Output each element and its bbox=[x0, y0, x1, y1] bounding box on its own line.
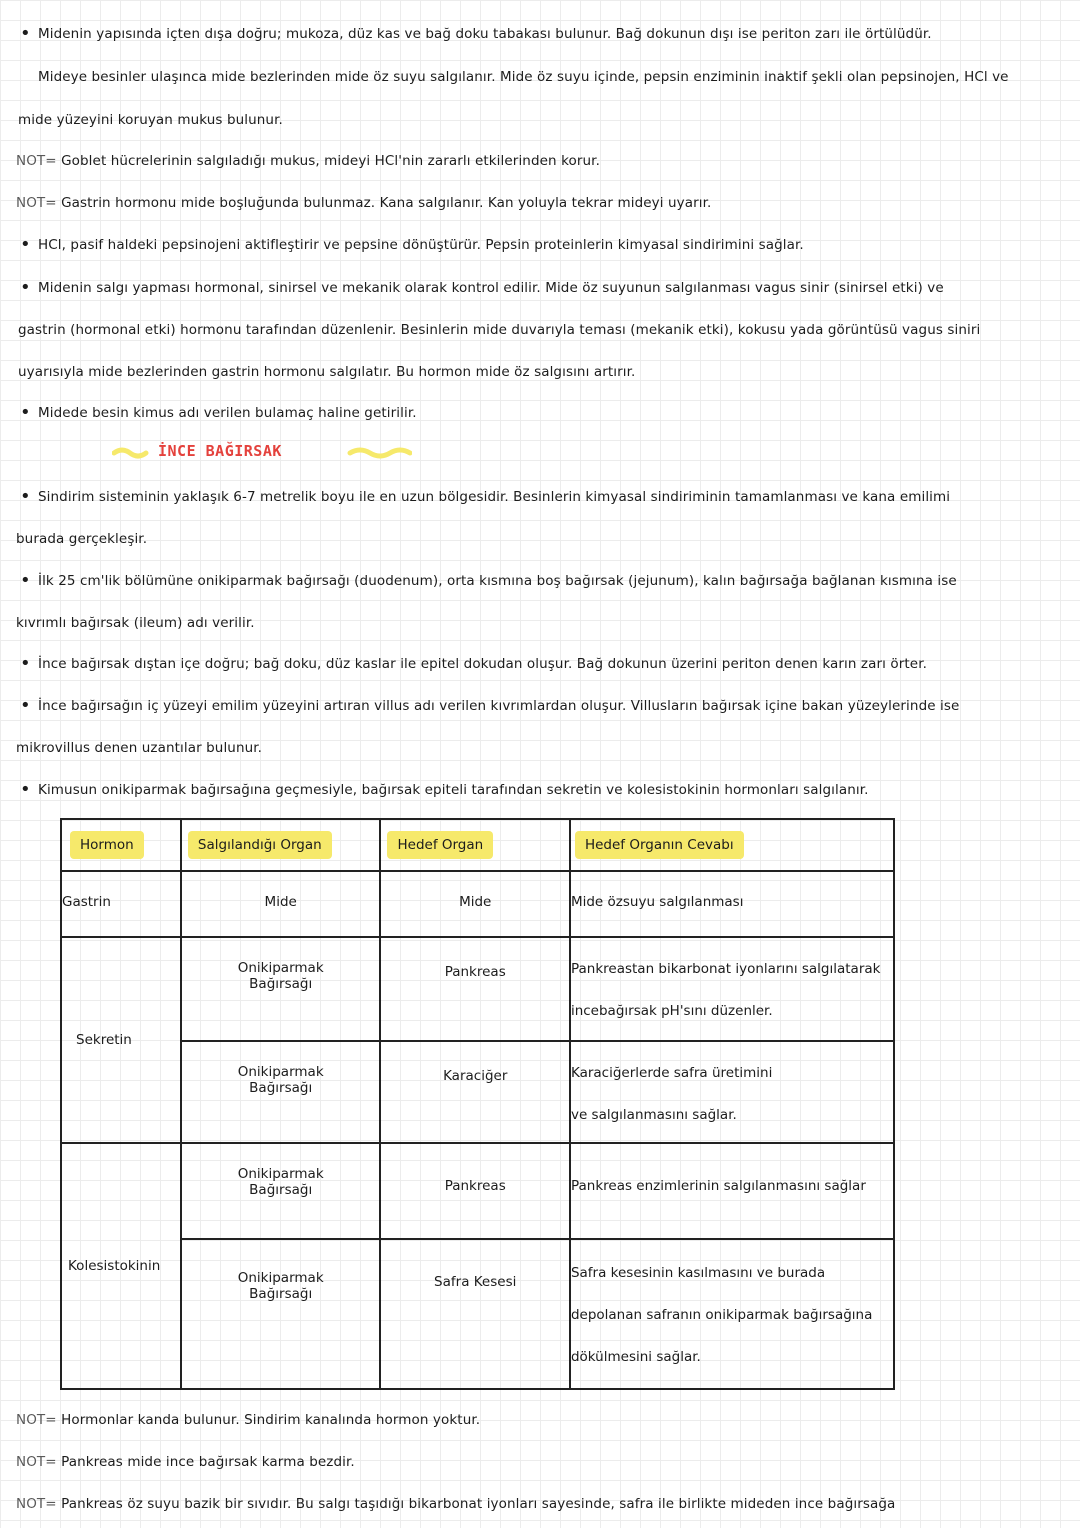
note-label: NOT= bbox=[16, 1412, 57, 1428]
chyme-text: • Midede besin kimus adı verilen bulamaç haline getirilir. bbox=[38, 405, 417, 421]
intestine-length-text-cont: burada gerçekleşir. bbox=[16, 531, 148, 547]
cell-hormone: Gastrin bbox=[61, 871, 181, 937]
section-title: İNCE BAĞIRSAK bbox=[158, 442, 282, 460]
note-pancreas-mixed bbox=[16, 1454, 355, 1470]
note-label: NOT= bbox=[16, 195, 57, 211]
intestine-layers-text: • İnce bağırsak dıştan içe doğru; bağ doku, düz kaslar ile epitel dokudan oluşur. Bağ dokunun üzerini periton denen karın zarı örter. bbox=[38, 656, 927, 672]
response-line-1: Pankreastan bikarbonat iyonlarını salgılatarak bbox=[570, 961, 881, 977]
cell-target: Karaciğer bbox=[380, 1041, 569, 1143]
cell-hormone-sekretin: Sekretin bbox=[61, 937, 181, 1143]
header-hormone: Hormon bbox=[70, 831, 144, 859]
note-gastrin bbox=[16, 195, 711, 211]
stomach-juice-text-cont: mide yüzeyini koruyan mukus bulunur. bbox=[18, 112, 283, 128]
cell-response: Mide özsuyu salgılanması bbox=[570, 871, 894, 937]
table-row-kolesistokinin-2 bbox=[61, 1239, 894, 1389]
organ-line-1: Onikiparmak bbox=[237, 1270, 324, 1286]
hcl-text: • HCl, pasif haldeki pepsinojeni aktifleştirir ve pepsine dönüştürür. Pepsin proteinlerin kimyasal sindirimini sağlar. bbox=[38, 237, 804, 253]
table-row-sekretin-2 bbox=[61, 1041, 894, 1143]
intestine-parts-text: • İlk 25 cm'lik bölümüne onikiparmak bağırsağı (duodenum), orta kısmına boş bağırsak (jejunum), kalın bağırsağa bağlanan kısmına ise bbox=[38, 573, 957, 589]
response-line-3: dökülmesini sağlar. bbox=[570, 1349, 701, 1365]
note-pancreas-juice-text: Pankreas öz suyu bazik bir sıvıdır. Bu salgı taşıdığı bikarbonat iyonları sayesinde, safra ile birlikte mideden ince bağırsağa bbox=[61, 1496, 896, 1512]
organ-line-2: Bağırsağı bbox=[249, 1080, 313, 1096]
cell-response bbox=[570, 1041, 894, 1143]
organ-line-2: Bağırsağı bbox=[249, 1286, 313, 1302]
cell-hormone-kolesistokinin: Kolesistokinin bbox=[61, 1143, 181, 1389]
section-title-block bbox=[112, 441, 412, 465]
table-row-sekretin-1 bbox=[61, 937, 894, 1041]
header-secreting-organ: Salgılandığı Organ bbox=[188, 831, 332, 859]
stomach-control-text: • Midenin salgı yapması hormonal, sinirsel ve mekanik olarak kontrol edilir. Mide öz suyunun salgılanması vagus sinir (sinirsel etki) ve bbox=[38, 280, 944, 296]
intestine-parts-text-cont: kıvrımlı bağırsak (ileum) adı verilir. bbox=[16, 615, 255, 631]
table-row-gastrin bbox=[61, 871, 894, 937]
note-hormones-blood bbox=[16, 1412, 480, 1428]
note-pancreas-juice bbox=[16, 1496, 895, 1512]
table-row-kolesistokinin-1 bbox=[61, 1143, 894, 1239]
table-header-row bbox=[61, 819, 894, 871]
villus-text: • İnce bağırsağın iç yüzeyi emilim yüzeyini artıran villus adı verilen kıvrımlardan oluşur. Villusların bağırsak içine bakan yüzeylerinde ise bbox=[38, 698, 959, 714]
chyme-hormones-text: • Kimusun onikiparmak bağırsağına geçmesiyle, bağırsak epiteli tarafından sekretin ve kolesistokinin hormonları salgılanır. bbox=[38, 782, 869, 798]
note-label: NOT= bbox=[16, 1496, 57, 1512]
cell-organ bbox=[181, 1143, 381, 1239]
cell-organ bbox=[181, 1239, 381, 1389]
stomach-layers-text: • Midenin yapısında içten dışa doğru; mukoza, düz kas ve bağ doku tabakası bulunur. Bağ dokunun dışı ise periton zarı ile örtülüdür. bbox=[38, 26, 932, 42]
response-line-1: Karaciğerlerde safra üretimini bbox=[570, 1065, 773, 1081]
header-target-organ: Hedef Organ bbox=[387, 831, 493, 859]
note-goblet bbox=[16, 153, 600, 169]
organ-line-1: Onikiparmak bbox=[237, 1064, 324, 1080]
cell-target: Safra Kesesi bbox=[380, 1239, 569, 1389]
note-pancreas-mixed-text: Pankreas mide ince bağırsak karma bezdir. bbox=[61, 1454, 355, 1470]
organ-line-2: Bağırsağı bbox=[249, 1182, 313, 1198]
response-line-2: depolanan safranın onikiparmak bağırsağına bbox=[570, 1307, 873, 1323]
cell-organ bbox=[181, 1041, 381, 1143]
note-label: NOT= bbox=[16, 153, 57, 169]
note-label: NOT= bbox=[16, 1454, 57, 1470]
note-goblet-text: Goblet hücrelerinin salgıladığı mukus, mideyi HCl'nin zararlı etkilerinden korur. bbox=[61, 153, 600, 169]
note-hormones-blood-text: Hormonlar kanda bulunur. Sindirim kanalında hormon yoktur. bbox=[61, 1412, 481, 1428]
villus-text-cont: mikrovillus denen uzantılar bulunur. bbox=[16, 740, 263, 756]
cell-response: Pankreas enzimlerinin salgılanmasını sağlar bbox=[570, 1143, 894, 1239]
stomach-control-text-2: gastrin (hormonal etki) hormonu tarafından düzenlenir. Besinlerin mide duvarıyla teması (mekanik etki), kokusu yada görüntüsü vagus siniri bbox=[18, 322, 981, 338]
response-line-1: Safra kesesinin kasılmasını ve burada bbox=[570, 1265, 826, 1281]
organ-line-1: Onikiparmak bbox=[237, 1166, 324, 1182]
cell-organ: Mide bbox=[181, 871, 381, 937]
note-gastrin-text: Gastrin hormonu mide boşluğunda bulunmaz. Kana salgılanır. Kan yoluyla tekrar mideyi uyarır. bbox=[61, 195, 712, 211]
cell-response bbox=[570, 937, 894, 1041]
organ-line-2: Bağırsağı bbox=[249, 976, 313, 992]
stomach-juice-text: Mideye besinler ulaşınca mide bezlerinden mide öz suyu salgılanır. Mide öz suyu içinde, pepsin enziminin inaktif şekli olan pepsinojen, HCl ve bbox=[38, 69, 1009, 85]
hormone-table bbox=[60, 818, 895, 1390]
cell-organ bbox=[181, 937, 381, 1041]
response-line-2: ve salgılanmasını sağlar. bbox=[570, 1107, 737, 1123]
header-target-response: Hedef Organın Cevabı bbox=[575, 831, 744, 859]
cell-target: Mide bbox=[380, 871, 569, 937]
cell-response bbox=[570, 1239, 894, 1389]
intestine-length-text: • Sindirim sisteminin yaklaşık 6-7 metrelik boyu ile en uzun bölgesidir. Besinlerin kimyasal sindiriminin tamamlanması ve kana emilimi bbox=[38, 489, 950, 505]
cell-target: Pankreas bbox=[380, 937, 569, 1041]
cell-target: Pankreas bbox=[380, 1143, 569, 1239]
response-line-2: incebağırsak pH'sını düzenler. bbox=[570, 1003, 773, 1019]
organ-line-1: Onikiparmak bbox=[237, 960, 324, 976]
stomach-control-text-3: uyarısıyla mide bezlerinden gastrin hormonu salgılatır. Bu hormon mide öz salgısını artırır. bbox=[18, 364, 636, 380]
